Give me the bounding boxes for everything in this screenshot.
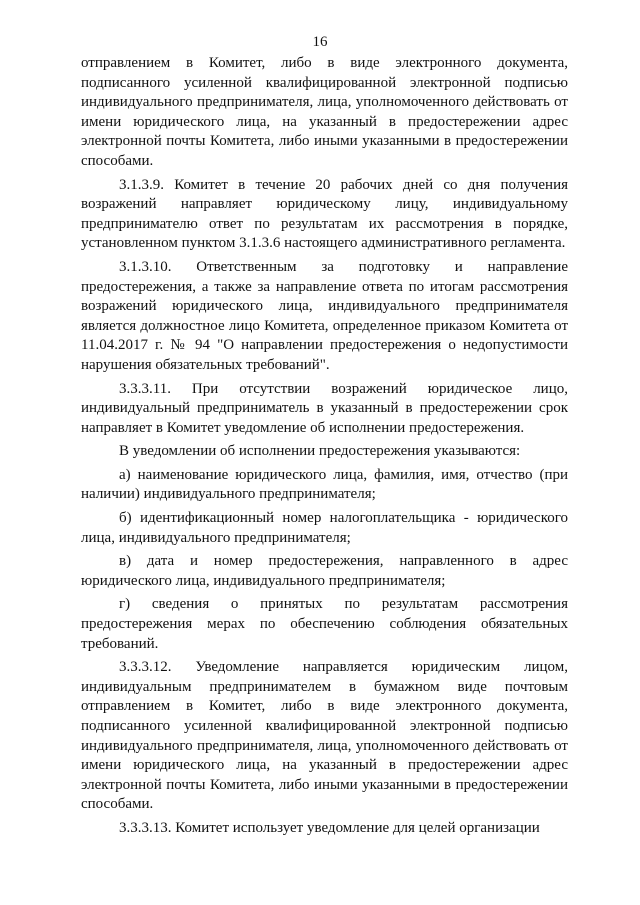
- paragraph-3-3-3-11: 3.3.3.11. При отсутствии возражений юридическое лицо, индивидуальный предприниматель в указанный в предостережении срок направляет в Комитет уведомление об исполнении предостережения.: [81, 380, 568, 436]
- document-body: [81, 54, 568, 839]
- paragraph-3-1-3-10: 3.1.3.10. Ответственным за подготовку и направление предостережения, а также за направление ответа по итогам рассмотрения возражений юридического лица, индивидуального предпринимателя является должностное лицо Комитета, определенное приказом Комитета от 11.04.2017 г. № 94 "О направлении предостережения о недопустимости нарушения обязательных требований".: [81, 258, 568, 373]
- paragraph-notification-contents: В уведомлении об исполнении предостережения указываются:: [119, 443, 521, 460]
- paragraph-continuation: отправлением в Комитет, либо в виде электронного документа, подписанного усиленной квалифицированной электронной подписью индивидуального предпринимателя, лица, уполномоченного действовать от имени юридического лица, на указанный в предостережении адрес электронной почты Комитета, либо иными указанными в предостережении способами.: [81, 55, 568, 169]
- paragraph-3-3-3-13: 3.3.3.13. Комитет использует уведомление для целей организации: [119, 819, 540, 836]
- paragraph-3-1-3-9: 3.1.3.9. Комитет в течение 20 рабочих дней со дня получения возражений направляет юридическому лицу, индивидуальному предпринимателю ответ по результатам их рассмотрения в порядке, установленном пунктом 3.1.3.6 настоящего административного регламента.: [81, 176, 568, 252]
- list-item-v: в) дата и номер предостережения, направленного в адрес юридического лица, индивидуального предпринимателя;: [81, 553, 568, 589]
- list-item-a: а) наименование юридического лица, фамилия, имя, отчество (при наличии) индивидуального предпринимателя;: [81, 466, 568, 503]
- list-item-g: г) сведения о принятых по результатам рассмотрения предостережения мерах по обеспечению соблюдения обязательных требований.: [81, 596, 568, 652]
- list-item-b: б) идентификационный номер налогоплательщика - юридического лица, индивидуального предпринимателя;: [81, 510, 568, 546]
- paragraph-3-3-3-12: 3.3.3.12. Уведомление направляется юридическим лицом, индивидуальным предпринимателем в бумажном виде почтовым отправлением в Комитет, либо в виде электронного документа, подписанного усиленной квалифицированной электронной подписью индивидуального предпринимателя, лица, уполномоченного действовать от имени юридического лица, на указанный в предостережении адрес электронной почты Комитета, либо иными указанными в предостережении способами.: [81, 659, 568, 813]
- page-number: 16: [312, 34, 328, 50]
